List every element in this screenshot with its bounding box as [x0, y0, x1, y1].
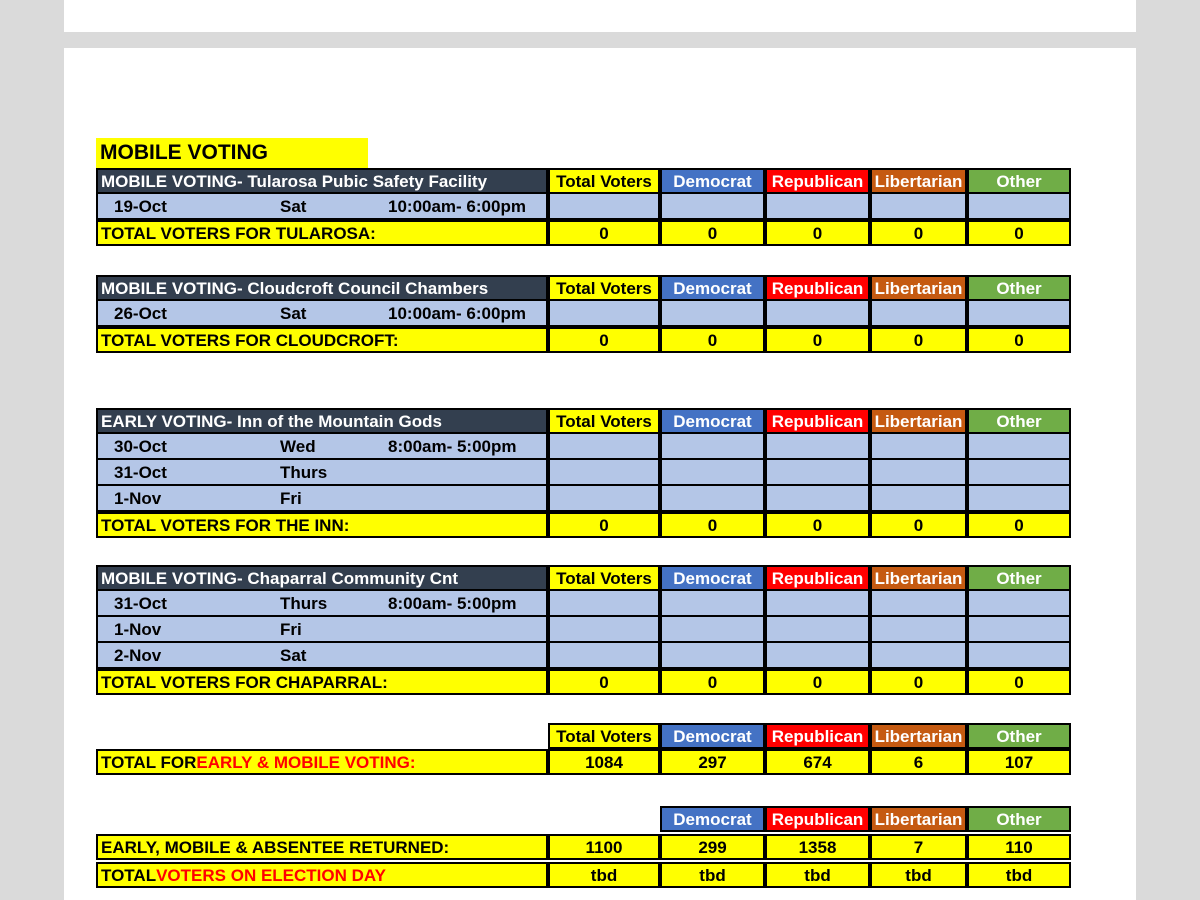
count-cell-total: [548, 460, 660, 486]
section-total-rep: 0: [765, 327, 870, 353]
column-header-dem: Democrat: [660, 565, 765, 591]
count-cell-total: [548, 643, 660, 669]
column-header-oth: Other: [967, 408, 1071, 434]
section-header: EARLY VOTING- Inn of the Mountain Gods: [96, 408, 548, 434]
count-cell-total: [548, 486, 660, 512]
section-total-rep: 0: [765, 220, 870, 246]
schedule-time: 8:00am- 5:00pm: [388, 593, 517, 613]
count-cell-oth: [967, 617, 1071, 643]
early-mobile-label-red: EARLY & MOBILE VOTING:: [196, 752, 416, 772]
column-header-oth: Other: [967, 168, 1071, 194]
schedule-date: 31-Oct: [114, 462, 167, 482]
section-total-lib: 0: [870, 220, 967, 246]
election-day-dem: tbd: [660, 862, 765, 888]
section-total-label: TOTAL VOTERS FOR THE INN:: [96, 512, 548, 538]
count-cell-rep: [765, 460, 870, 486]
count-cell-dem: [660, 643, 765, 669]
absentee-returned-lib: 7: [870, 834, 967, 860]
schedule-row: [96, 643, 548, 669]
schedule-day: Sat: [280, 645, 307, 665]
section-total-oth: 0: [967, 220, 1071, 246]
section-total-lib: 0: [870, 327, 967, 353]
column-header-lib: Libertarian: [870, 723, 967, 749]
section-total-lib: 0: [870, 669, 967, 695]
count-cell-oth: [967, 194, 1071, 220]
section-total-total: 0: [548, 512, 660, 538]
section-header: MOBILE VOTING- Chaparral Community Cnt: [96, 565, 548, 591]
column-header-lib: Libertarian: [870, 565, 967, 591]
early-mobile-total-total: 1084: [548, 749, 660, 775]
schedule-row: [96, 617, 548, 643]
section-total-label: TOTAL VOTERS FOR CHAPARRAL:: [96, 669, 548, 695]
early-mobile-total-rep: 674: [765, 749, 870, 775]
count-cell-lib: [870, 486, 967, 512]
absentee-returned-total: 1100: [548, 834, 660, 860]
column-header-lib: Libertarian: [870, 408, 967, 434]
count-cell-rep: [765, 434, 870, 460]
absentee-returned-oth: 110: [967, 834, 1071, 860]
absentee-returned-dem: 299: [660, 834, 765, 860]
schedule-day: Sat: [280, 196, 307, 216]
schedule-time: 10:00am- 6:00pm: [388, 196, 526, 216]
count-cell-dem: [660, 434, 765, 460]
count-cell-rep: [765, 617, 870, 643]
column-header-oth: Other: [967, 275, 1071, 301]
schedule-row: [96, 194, 548, 220]
count-cell-rep: [765, 591, 870, 617]
section-total-rep: 0: [765, 669, 870, 695]
schedule-date: 30-Oct: [114, 436, 167, 456]
column-header-dem: Democrat: [660, 408, 765, 434]
election-day-label-prefix: TOTAL: [101, 865, 157, 885]
schedule-date: 1-Nov: [114, 619, 162, 639]
early-mobile-label-prefix: TOTAL FOR: [101, 752, 197, 772]
count-cell-rep: [765, 643, 870, 669]
election-day-label-red: VOTERS ON ELECTION DAY: [156, 865, 386, 885]
column-header-rep: Republican: [765, 723, 870, 749]
election-day-lib: tbd: [870, 862, 967, 888]
column-header-total: Total Voters: [548, 723, 660, 749]
count-cell-lib: [870, 301, 967, 327]
column-header-lib: Libertarian: [870, 806, 967, 832]
schedule-date: 2-Nov: [114, 645, 162, 665]
column-header-rep: Republican: [765, 275, 870, 301]
election-day-label: [96, 862, 548, 888]
column-header-total: Total Voters: [548, 565, 660, 591]
count-cell-dem: [660, 301, 765, 327]
count-cell-lib: [870, 591, 967, 617]
section-total-oth: 0: [967, 327, 1071, 353]
section-header: MOBILE VOTING- Tularosa Pubic Safety Facility: [96, 168, 548, 194]
schedule-day: Thurs: [280, 593, 328, 613]
section-total-label: TOTAL VOTERS FOR CLOUDCROFT:: [96, 327, 548, 353]
count-cell-dem: [660, 486, 765, 512]
column-header-total: Total Voters: [548, 408, 660, 434]
election-day-oth: tbd: [967, 862, 1071, 888]
count-cell-total: [548, 591, 660, 617]
count-cell-oth: [967, 460, 1071, 486]
schedule-date: 31-Oct: [114, 593, 167, 613]
count-cell-oth: [967, 434, 1071, 460]
schedule-date: 1-Nov: [114, 488, 162, 508]
section-total-lib: 0: [870, 512, 967, 538]
count-cell-dem: [660, 591, 765, 617]
early-mobile-total-dem: 297: [660, 749, 765, 775]
count-cell-lib: [870, 194, 967, 220]
column-header-lib: Libertarian: [870, 275, 967, 301]
column-header-dem: Democrat: [660, 723, 765, 749]
count-cell-dem: [660, 617, 765, 643]
column-header-rep: Republican: [765, 408, 870, 434]
absentee-returned-rep: 1358: [765, 834, 870, 860]
section-total-oth: 0: [967, 669, 1071, 695]
count-cell-dem: [660, 194, 765, 220]
count-cell-rep: [765, 486, 870, 512]
election-day-rep: tbd: [765, 862, 870, 888]
count-cell-dem: [660, 460, 765, 486]
count-cell-oth: [967, 301, 1071, 327]
column-header-total: Total Voters: [548, 168, 660, 194]
column-header-rep: Republican: [765, 168, 870, 194]
count-cell-rep: [765, 194, 870, 220]
section-header: MOBILE VOTING- Cloudcroft Council Chambers: [96, 275, 548, 301]
count-cell-rep: [765, 301, 870, 327]
count-cell-oth: [967, 643, 1071, 669]
section-total-total: 0: [548, 327, 660, 353]
section-total-oth: 0: [967, 512, 1071, 538]
early-mobile-total-lib: 6: [870, 749, 967, 775]
section-total-total: 0: [548, 220, 660, 246]
early-mobile-total-label: [96, 749, 548, 775]
schedule-day: Thurs: [280, 462, 328, 482]
column-header-oth: Other: [967, 806, 1071, 832]
column-header-oth: Other: [967, 565, 1071, 591]
section-total-total: 0: [548, 669, 660, 695]
previous-page-edge: [64, 0, 1136, 32]
schedule-day: Fri: [280, 488, 302, 508]
election-day-total: tbd: [548, 862, 660, 888]
schedule-row: [96, 486, 548, 512]
schedule-row: [96, 434, 548, 460]
section-total-rep: 0: [765, 512, 870, 538]
column-header-oth: Other: [967, 723, 1071, 749]
page-title: [96, 138, 368, 168]
schedule-row: [96, 301, 548, 327]
schedule-day: Fri: [280, 619, 302, 639]
count-cell-lib: [870, 617, 967, 643]
column-header-lib: Libertarian: [870, 168, 967, 194]
count-cell-lib: [870, 643, 967, 669]
absentee-returned-label: EARLY, MOBILE & ABSENTEE RETURNED:: [96, 834, 548, 860]
count-cell-total: [548, 301, 660, 327]
schedule-row: [96, 460, 548, 486]
column-header-total: Total Voters: [548, 275, 660, 301]
count-cell-total: [548, 617, 660, 643]
schedule-day: Sat: [280, 303, 307, 323]
section-total-dem: 0: [660, 327, 765, 353]
count-cell-total: [548, 194, 660, 220]
schedule-row: [96, 591, 548, 617]
early-mobile-total-oth: 107: [967, 749, 1071, 775]
schedule-time: 10:00am- 6:00pm: [388, 303, 526, 323]
column-header-dem: Democrat: [660, 806, 765, 832]
schedule-date: 26-Oct: [114, 303, 167, 323]
page-title-text: MOBILE VOTING: [100, 141, 268, 164]
count-cell-lib: [870, 460, 967, 486]
section-total-dem: 0: [660, 669, 765, 695]
count-cell-total: [548, 434, 660, 460]
schedule-time: 8:00am- 5:00pm: [388, 436, 517, 456]
count-cell-lib: [870, 434, 967, 460]
section-total-dem: 0: [660, 220, 765, 246]
schedule-date: 19-Oct: [114, 196, 167, 216]
column-header-rep: Republican: [765, 565, 870, 591]
count-cell-oth: [967, 486, 1071, 512]
column-header-rep: Republican: [765, 806, 870, 832]
count-cell-oth: [967, 591, 1071, 617]
column-header-dem: Democrat: [660, 168, 765, 194]
schedule-day: Wed: [280, 436, 316, 456]
column-header-dem: Democrat: [660, 275, 765, 301]
section-total-label: TOTAL VOTERS FOR TULAROSA:: [96, 220, 548, 246]
section-total-dem: 0: [660, 512, 765, 538]
